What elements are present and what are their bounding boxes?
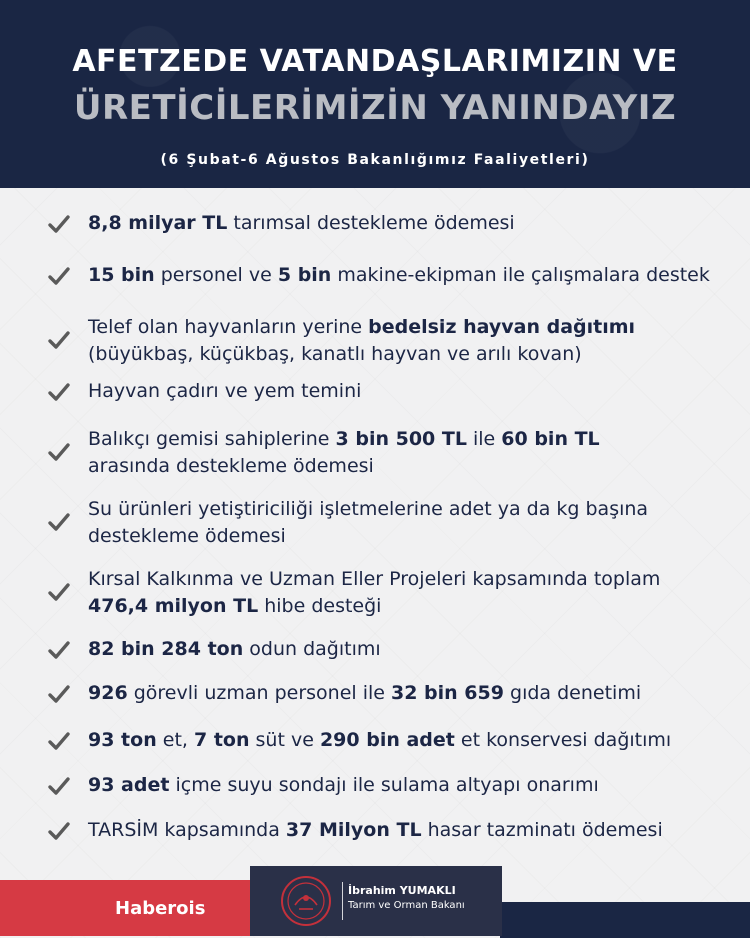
check-icon <box>47 510 71 534</box>
check-icon <box>47 380 71 404</box>
list-item-line1 <box>88 636 728 663</box>
list-item-line1 <box>88 680 728 707</box>
text-fragment: makine-ekipman ile çalışmalara destek <box>331 264 710 286</box>
list-item-text <box>88 566 728 620</box>
check-icon <box>47 729 71 753</box>
ministry-emblem-icon <box>280 875 332 927</box>
text-fragment: odun dağıtımı <box>243 638 381 660</box>
check-icon <box>47 440 71 464</box>
check-icon <box>47 819 71 843</box>
minister-title: Tarım ve Orman Bakanı <box>348 900 465 911</box>
highlight-value: 7 ton <box>193 729 250 751</box>
highlight-value: 15 bin <box>88 264 155 286</box>
list-item-text <box>88 378 728 405</box>
list-item-line1 <box>88 426 728 453</box>
list-item-line1 <box>88 727 728 754</box>
list-item-text <box>88 817 728 844</box>
text-fragment: Balıkçı gemisi sahiplerine <box>88 428 336 450</box>
list-item-line2 <box>88 453 728 480</box>
highlight-value: 93 adet <box>88 774 170 796</box>
list-item-line1 <box>88 772 728 799</box>
check-icon <box>47 638 71 662</box>
check-icon <box>47 328 71 352</box>
check-icon <box>47 580 71 604</box>
highlight-value: bedelsiz hayvan dağıtımı <box>368 316 636 338</box>
list-item-line2 <box>88 341 728 368</box>
minister-name: İbrahim YUMAKLI <box>348 884 456 897</box>
highlight-value: 926 <box>88 682 128 704</box>
highlight-value: 5 bin <box>277 264 332 286</box>
footer-source-band <box>0 880 250 936</box>
footer-navy-band <box>500 902 750 938</box>
footer-divider <box>342 882 343 920</box>
text-fragment: hibe desteği <box>258 595 382 617</box>
list-item-line1 <box>88 817 728 844</box>
list-item-line1 <box>88 496 728 523</box>
highlight-value: 93 ton <box>88 729 157 751</box>
list-item-text <box>88 636 728 663</box>
check-icon <box>47 682 71 706</box>
list-item-line1 <box>88 210 728 237</box>
text-fragment: Hayvan çadırı ve yem temini <box>88 380 362 402</box>
list-item-text <box>88 314 728 368</box>
highlight-value: 476,4 milyon TL <box>88 595 259 617</box>
highlight-value: 37 Milyon TL <box>285 819 422 841</box>
list-item-line1 <box>88 314 728 341</box>
highlight-value: 3 bin 500 TL <box>335 428 467 450</box>
list-item-text <box>88 496 728 550</box>
list-item-line2 <box>88 593 728 620</box>
check-icon <box>47 212 71 236</box>
check-icon <box>47 774 71 798</box>
text-fragment: süt ve <box>249 729 320 751</box>
page-title-line1: AFETZEDE VATANDAŞLARIMIZIN VE <box>72 44 678 79</box>
text-fragment: et, <box>156 729 194 751</box>
text-fragment: (büyükbaş, küçükbaş, kanatlı hayvan ve arılı kovan) <box>88 343 582 365</box>
minister-card <box>250 866 502 936</box>
page-subtitle: (6 Şubat-6 Ağustos Bakanlığımız Faaliyetleri) <box>160 152 590 168</box>
list-item-line2 <box>88 523 728 550</box>
text-fragment: içme suyu sondajı ile sulama altyapı onarımı <box>169 774 599 796</box>
text-fragment: et konservesi dağıtımı <box>454 729 672 751</box>
highlight-value: 290 bin adet <box>319 729 455 751</box>
text-fragment: tarımsal destekleme ödemesi <box>227 212 515 234</box>
text-fragment: destekleme ödemesi <box>88 525 286 547</box>
text-fragment: Kırsal Kalkınma ve Uzman Eller Projeleri kapsamında toplam <box>88 568 661 590</box>
highlight-value: 32 bin 659 <box>391 682 504 704</box>
list-item-text <box>88 680 728 707</box>
source-label: Haberois <box>115 898 206 919</box>
list-item-text <box>88 727 728 754</box>
footer <box>0 878 750 938</box>
highlight-value: 8,8 milyar TL <box>88 212 228 234</box>
highlight-value: 60 bin TL <box>501 428 600 450</box>
text-fragment: ile <box>466 428 502 450</box>
text-fragment: Telef olan hayvanların yerine <box>88 316 369 338</box>
text-fragment: gıda denetimi <box>503 682 642 704</box>
text-fragment: hasar tazminatı ödemesi <box>421 819 663 841</box>
list-item-text <box>88 772 728 799</box>
list-item-text <box>88 210 728 237</box>
text-fragment: personel ve <box>154 264 278 286</box>
text-fragment: arasında destekleme ödemesi <box>88 455 374 477</box>
text-fragment: Su ürünleri yetiştiriciliği işletmelerine adet ya da kg başına <box>88 498 649 520</box>
highlight-value: 82 bin 284 ton <box>88 638 244 660</box>
text-fragment: TARSİM kapsamında <box>88 819 286 841</box>
header-banner <box>0 0 750 188</box>
list-item-line1 <box>88 378 728 405</box>
list-item-line1 <box>88 566 728 593</box>
page-title-line2: ÜRETİCİLERİMİZİN YANINDAYIZ <box>73 88 677 128</box>
check-icon <box>47 264 71 288</box>
list-item-text <box>88 426 728 480</box>
text-fragment: görevli uzman personel ile <box>127 682 391 704</box>
list-item-text <box>88 262 728 289</box>
list-item-line1 <box>88 262 728 289</box>
